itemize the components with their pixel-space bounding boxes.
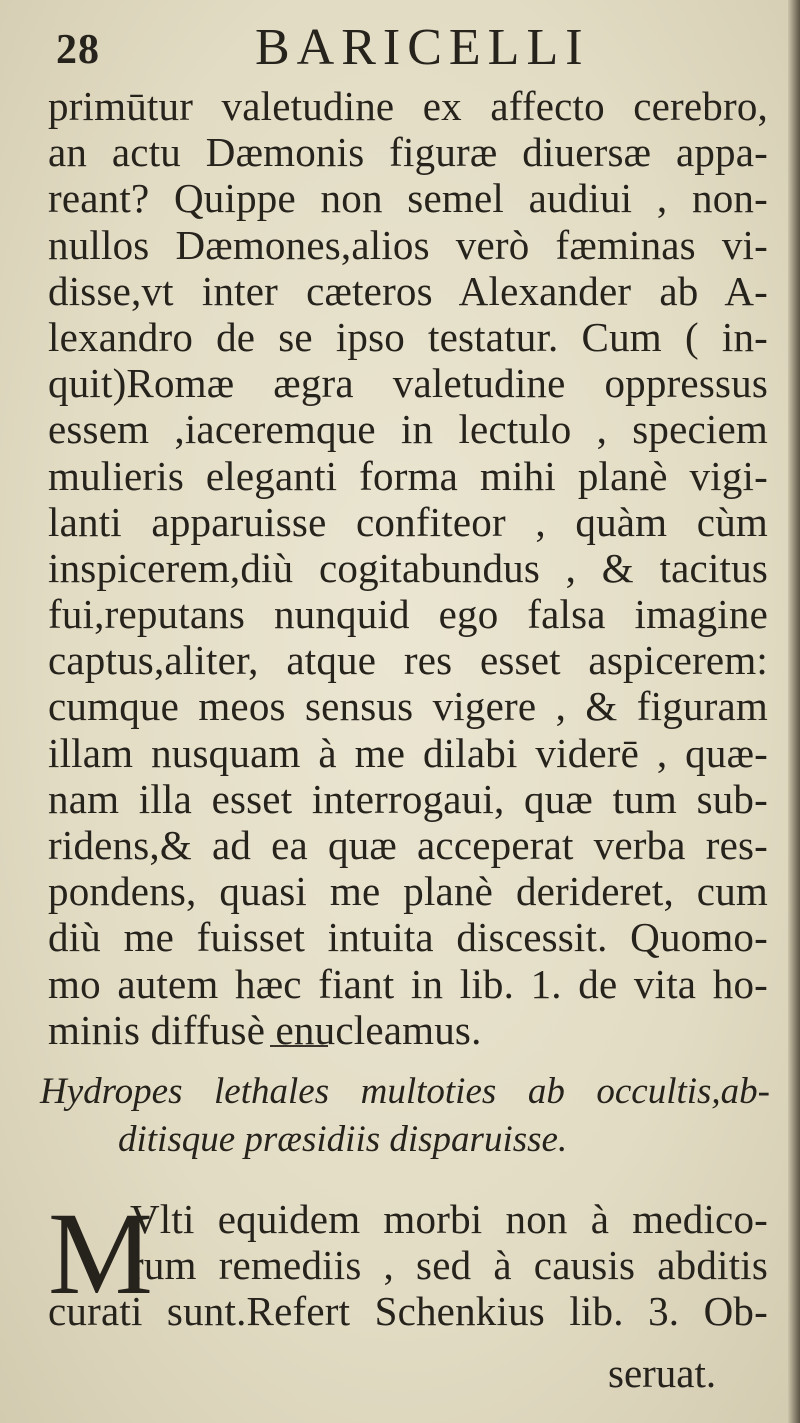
text-line: captus,aliter, atque res esset aspicerem: xyxy=(48,637,768,684)
page-number: 28 xyxy=(56,27,100,73)
text-line: mulieris eleganti forma mihi planè vigi- xyxy=(48,452,768,499)
section-divider xyxy=(270,1045,328,1047)
text-line: quit)Romæ ægra valetudine oppressus xyxy=(48,360,768,407)
text-line: inspicerem,diù cogitabundus , & tacitus xyxy=(48,544,768,591)
text-line-last: minis diffusè enucleamus. xyxy=(48,1006,482,1053)
catchword: seruat. xyxy=(608,1350,717,1396)
section-heading xyxy=(40,1068,770,1164)
text-line: Vlti equidem morbi non à medico- xyxy=(130,1196,768,1242)
text-line: cumque meos sensus vigere , & figuram xyxy=(48,683,768,730)
text-line: nam illa esset interrogaui, quæ tum sub- xyxy=(48,775,768,822)
text-line: lexandro de se ipso testatur. Cum ( in- xyxy=(48,313,768,360)
second-paragraph xyxy=(48,1188,768,1335)
page-edge-shadow xyxy=(788,0,800,1423)
text-line: reant? Quippe non semel audiui , non- xyxy=(48,175,768,222)
text-line: lanti apparuisse confiteor , quàm cùm xyxy=(48,498,768,545)
text-line: rum remediis , sed à causis abditis xyxy=(130,1242,768,1289)
text-line: primūtur valetudine ex affecto cerebro, xyxy=(48,83,768,129)
drop-cap: M xyxy=(48,1188,153,1319)
text-line: ridens,& ad ea quæ acceperat verba res- xyxy=(48,822,768,868)
page-header xyxy=(50,16,770,76)
text-line: essem ,iaceremque in lectulo , speciem xyxy=(48,406,768,453)
text-line: diù me fuisset intuita discessit. Quomo- xyxy=(48,914,768,961)
section-heading-line-2: ditisque præsidiis disparuisse. xyxy=(118,1119,568,1160)
text-line: illam nusquam à me dilabi viderē , quæ- xyxy=(48,729,768,776)
main-paragraph xyxy=(48,83,768,1053)
text-line: nullos Dæmones,alios verò fæminas vi- xyxy=(48,221,768,268)
text-line: fui,reputans nunquid ego falsa imagine xyxy=(48,591,768,638)
section-heading-line-1: Hydropes lethales multoties ab occultis,ab- xyxy=(40,1071,770,1112)
text-line: mo autem hæc fiant in lib. 1. de vita ho- xyxy=(48,960,768,1007)
text-line: disse,vt inter cæteros Alexander ab A- xyxy=(48,267,768,314)
text-line: pondens, quasi me planè derideret, cum xyxy=(48,868,768,915)
running-head: BARICELLI xyxy=(255,19,590,76)
text-line: curati sunt.Refert Schenkius lib. 3. Ob- xyxy=(48,1288,768,1335)
text-line: an actu Dæmonis figuræ diuersæ appa- xyxy=(48,129,768,176)
